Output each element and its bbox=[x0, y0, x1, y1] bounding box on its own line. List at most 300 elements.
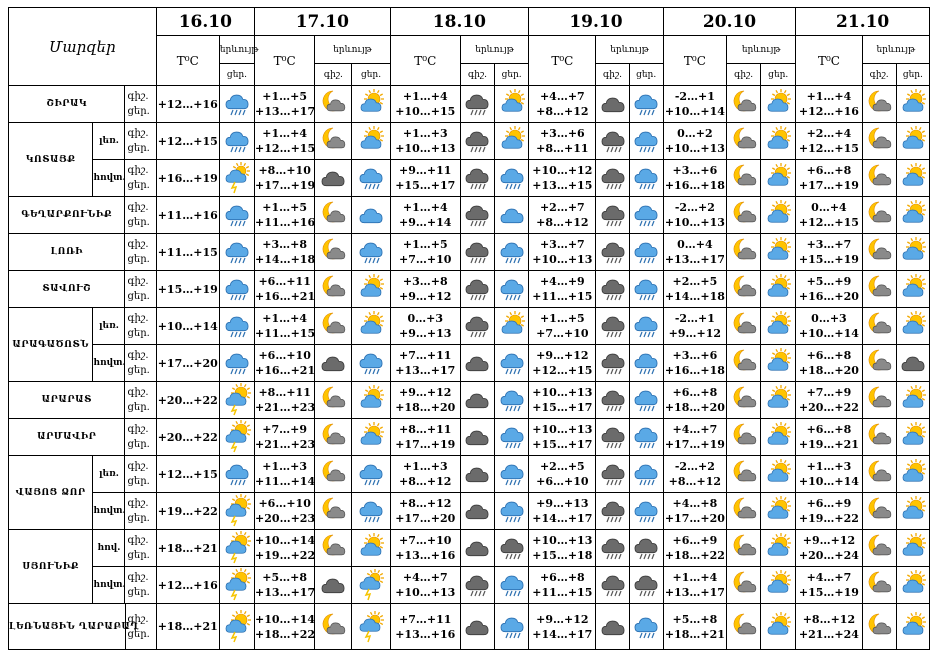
sun-behind-cloud-icon bbox=[352, 308, 390, 345]
moon-behind-cloud-icon bbox=[315, 530, 352, 567]
rain-cloud-icon bbox=[352, 345, 390, 382]
rain-cloud-icon bbox=[629, 493, 663, 530]
region-name: ԳԵՂԱՐՔՈՒՆԻՔ bbox=[9, 197, 125, 234]
period-label: գիշ. ցեր. bbox=[125, 86, 156, 123]
temperature-cell: +10…+13 +15…+17 bbox=[529, 382, 596, 419]
moon-behind-cloud-icon bbox=[862, 382, 896, 419]
sun-behind-cloud-icon bbox=[761, 197, 796, 234]
sun-behind-cloud-icon bbox=[761, 234, 796, 271]
temperature-cell: -2…+2 +10…+13 bbox=[663, 197, 726, 234]
blue-cloud-icon bbox=[352, 197, 390, 234]
zone-label: հովտ. bbox=[93, 567, 125, 604]
region-name: ԼՈՌԻ bbox=[9, 234, 125, 271]
period-label: գիշ. ցեր. bbox=[125, 604, 156, 650]
sun-behind-cloud-icon bbox=[352, 271, 390, 308]
sun-cloud-rain-icon bbox=[219, 493, 254, 530]
table-row bbox=[9, 86, 930, 123]
region-name: ԼԵՌՆԱՅԻՆ ՂԱՐԱԲԱՂ bbox=[9, 604, 126, 650]
temperature-cell: +3…+6 +8…+11 bbox=[529, 123, 596, 160]
temperature-cell: +6…+8 +11…+15 bbox=[529, 567, 596, 604]
day-header: ցեր. bbox=[761, 64, 796, 86]
moon-behind-cloud-icon bbox=[727, 345, 761, 382]
grey-rain-cloud-icon bbox=[596, 308, 629, 345]
temperature-cell: +6…+11 +16…+21 bbox=[255, 271, 315, 308]
period-label: գիշ. ցեր. bbox=[125, 382, 156, 419]
rain-cloud-icon bbox=[495, 419, 529, 456]
temperature-cell: 0…+4 +12…+15 bbox=[796, 197, 862, 234]
sun-cloud-rain-icon bbox=[219, 530, 254, 567]
table-row bbox=[9, 456, 930, 493]
temperature-cell: +9…+12 +20…+24 bbox=[796, 530, 862, 567]
region-name: ՎԱՅՈՑ ՁՈՐ bbox=[9, 456, 93, 530]
period-label: գիշ. ցեր. bbox=[125, 456, 156, 493]
sun-behind-cloud-icon bbox=[896, 271, 929, 308]
moon-behind-cloud-icon bbox=[727, 86, 761, 123]
temperature-cell: -2…+1 +10…+14 bbox=[663, 86, 726, 123]
sun-behind-cloud-icon bbox=[761, 456, 796, 493]
temperature-cell: +1…+4 +11…+15 bbox=[255, 308, 315, 345]
moon-behind-cloud-icon bbox=[315, 234, 352, 271]
moon-behind-cloud-icon bbox=[862, 197, 896, 234]
night-header: գիշ. bbox=[460, 64, 494, 86]
temperature-cell: +11…+16 bbox=[156, 197, 219, 234]
moon-behind-cloud-icon bbox=[862, 160, 896, 197]
temperature-cell: +6…+10 +20…+23 bbox=[255, 493, 315, 530]
rain-cloud-icon bbox=[495, 271, 529, 308]
temperature-cell: +3…+8 +14…+18 bbox=[255, 234, 315, 271]
temperature-cell: +6…+8 +18…+20 bbox=[663, 382, 726, 419]
grey-rain-cloud-icon bbox=[596, 271, 629, 308]
rain-cloud-icon bbox=[629, 160, 663, 197]
temperature-cell: +3…+7 +15…+19 bbox=[796, 234, 862, 271]
moon-behind-cloud-icon bbox=[862, 604, 896, 650]
date-header: 18.10 bbox=[390, 8, 529, 36]
temperature-cell: +1…+4 +9…+14 bbox=[390, 197, 460, 234]
region-name: ԱՐԱԳԱԾՈՏՆ bbox=[9, 308, 93, 382]
table-row bbox=[9, 234, 930, 271]
temperature-cell: 0…+3 +9…+13 bbox=[390, 308, 460, 345]
rain-cloud-icon bbox=[629, 271, 663, 308]
sun-behind-cloud-icon bbox=[896, 234, 929, 271]
period-label: գիշ. ցեր. bbox=[125, 308, 156, 345]
sun-behind-cloud-icon bbox=[896, 123, 929, 160]
temperature-cell: +1…+4 +12…+16 bbox=[796, 86, 862, 123]
temperature-cell: +1…+4 +12…+15 bbox=[255, 123, 315, 160]
table-row bbox=[9, 308, 930, 345]
weather-header: երևույթ bbox=[596, 36, 663, 64]
overcast-cloud-icon bbox=[315, 160, 352, 197]
moon-behind-cloud-icon bbox=[315, 604, 352, 650]
temperature-cell: +9…+13 +14…+17 bbox=[529, 493, 596, 530]
night-header: գիշ. bbox=[315, 64, 352, 86]
temperature-cell: +9…+12 +12…+15 bbox=[529, 345, 596, 382]
temperature-cell: +6…+8 +17…+19 bbox=[796, 160, 862, 197]
region-name: ԿՈՏԱՅՔ bbox=[9, 123, 93, 197]
temperature-cell: +18…+21 bbox=[156, 530, 219, 567]
overcast-cloud-icon bbox=[315, 567, 352, 604]
temp-header: T⁰C bbox=[663, 36, 726, 86]
temperature-cell: +12…+15 bbox=[156, 123, 219, 160]
temp-header: T⁰C bbox=[390, 36, 460, 86]
moon-behind-cloud-icon bbox=[315, 197, 352, 234]
moon-behind-cloud-icon bbox=[862, 345, 896, 382]
temp-header: T⁰C bbox=[529, 36, 596, 86]
temperature-cell: +10…+14 +19…+22 bbox=[255, 530, 315, 567]
temperature-cell: +1…+5 +13…+17 bbox=[255, 86, 315, 123]
rain-cloud-icon bbox=[629, 234, 663, 271]
rain-cloud-icon bbox=[219, 271, 254, 308]
moon-behind-cloud-icon bbox=[727, 234, 761, 271]
sun-behind-cloud-icon bbox=[352, 123, 390, 160]
moon-behind-cloud-icon bbox=[727, 271, 761, 308]
sun-behind-cloud-icon bbox=[352, 530, 390, 567]
grey-rain-cloud-icon bbox=[460, 271, 494, 308]
temperature-cell: +8…+11 +21…+23 bbox=[255, 382, 315, 419]
table-row bbox=[9, 567, 930, 604]
sun-behind-cloud-icon bbox=[761, 382, 796, 419]
temperature-cell: +18…+21 bbox=[156, 604, 219, 650]
moon-behind-cloud-icon bbox=[727, 160, 761, 197]
temperature-cell: +7…+9 +21…+23 bbox=[255, 419, 315, 456]
grey-rain-cloud-icon bbox=[629, 530, 663, 567]
moon-behind-cloud-icon bbox=[862, 308, 896, 345]
sun-behind-cloud-icon bbox=[495, 123, 529, 160]
zone-label: հով. bbox=[93, 530, 125, 567]
overcast-cloud-icon bbox=[460, 530, 494, 567]
moon-behind-cloud-icon bbox=[862, 419, 896, 456]
temperature-cell: +8…+12 +17…+20 bbox=[390, 493, 460, 530]
sun-behind-cloud-icon bbox=[352, 86, 390, 123]
table-row bbox=[9, 271, 930, 308]
rain-cloud-icon bbox=[352, 493, 390, 530]
rain-cloud-icon bbox=[629, 86, 663, 123]
sun-behind-cloud-icon bbox=[896, 530, 929, 567]
sun-behind-cloud-icon bbox=[896, 567, 929, 604]
table-row bbox=[9, 160, 930, 197]
grey-rain-cloud-icon bbox=[596, 160, 629, 197]
moon-behind-cloud-icon bbox=[862, 456, 896, 493]
temperature-cell: +9…+12 +14…+17 bbox=[529, 604, 596, 650]
grey-rain-cloud-icon bbox=[460, 308, 494, 345]
thunderstorm-icon bbox=[219, 160, 254, 197]
rain-cloud-icon bbox=[219, 123, 254, 160]
temperature-cell: +3…+6 +16…+18 bbox=[663, 345, 726, 382]
temperature-cell: -2…+1 +9…+12 bbox=[663, 308, 726, 345]
table-row bbox=[9, 345, 930, 382]
temperature-cell: +6…+9 +18…+22 bbox=[663, 530, 726, 567]
moon-behind-cloud-icon bbox=[727, 530, 761, 567]
sun-behind-cloud-icon bbox=[761, 86, 796, 123]
rain-cloud-icon bbox=[219, 308, 254, 345]
rain-cloud-icon bbox=[495, 160, 529, 197]
moon-behind-cloud-icon bbox=[315, 123, 352, 160]
temperature-cell: +12…+16 bbox=[156, 86, 219, 123]
grey-rain-cloud-icon bbox=[596, 567, 629, 604]
rain-cloud-icon bbox=[219, 86, 254, 123]
period-label: գիշ. ցեր. bbox=[125, 530, 156, 567]
temperature-cell: +10…+13 +15…+17 bbox=[529, 419, 596, 456]
temperature-cell: +20…+22 bbox=[156, 419, 219, 456]
night-header: գիշ. bbox=[727, 64, 761, 86]
sun-behind-cloud-icon bbox=[896, 197, 929, 234]
moon-behind-cloud-icon bbox=[315, 419, 352, 456]
temperature-cell: +3…+8 +9…+12 bbox=[390, 271, 460, 308]
period-label: գիշ. ցեր. bbox=[125, 197, 156, 234]
overcast-cloud-icon bbox=[596, 604, 629, 650]
rain-cloud-icon bbox=[629, 382, 663, 419]
temp-header: T⁰C bbox=[796, 36, 862, 86]
moon-behind-cloud-icon bbox=[727, 419, 761, 456]
period-label: գիշ. ցեր. bbox=[125, 567, 156, 604]
grey-rain-cloud-icon bbox=[596, 345, 629, 382]
rain-cloud-icon bbox=[495, 604, 529, 650]
rain-cloud-icon bbox=[629, 604, 663, 650]
weather-header: երևույթ bbox=[727, 36, 796, 64]
blue-cloud-icon bbox=[495, 197, 529, 234]
period-label: գիշ. ցեր. bbox=[125, 419, 156, 456]
temperature-cell: +5…+8 +18…+21 bbox=[663, 604, 726, 650]
night-header: գիշ. bbox=[596, 64, 629, 86]
sun-behind-cloud-icon bbox=[761, 271, 796, 308]
rain-cloud-icon bbox=[495, 382, 529, 419]
moon-behind-cloud-icon bbox=[315, 493, 352, 530]
temperature-cell: -2…+2 +8…+12 bbox=[663, 456, 726, 493]
temperature-cell: +6…+8 +18…+20 bbox=[796, 345, 862, 382]
rain-cloud-icon bbox=[629, 197, 663, 234]
temperature-cell: 0…+4 +13…+17 bbox=[663, 234, 726, 271]
overcast-cloud-icon bbox=[460, 456, 494, 493]
thunderstorm-icon bbox=[352, 567, 390, 604]
temperature-cell: +1…+4 +10…+15 bbox=[390, 86, 460, 123]
temperature-cell: +15…+19 bbox=[156, 271, 219, 308]
table-row bbox=[9, 419, 930, 456]
temperature-cell: +12…+16 bbox=[156, 567, 219, 604]
sun-behind-cloud-icon bbox=[495, 86, 529, 123]
rain-cloud-icon bbox=[629, 456, 663, 493]
temperature-cell: +3…+6 +16…+18 bbox=[663, 160, 726, 197]
rain-cloud-icon bbox=[219, 456, 254, 493]
moon-behind-cloud-icon bbox=[862, 123, 896, 160]
grey-rain-cloud-icon bbox=[460, 123, 494, 160]
temperature-cell: +11…+15 bbox=[156, 234, 219, 271]
temperature-cell: +6…+8 +19…+21 bbox=[796, 419, 862, 456]
temperature-cell: +1…+5 +11…+16 bbox=[255, 197, 315, 234]
temperature-cell: +10…+14 bbox=[156, 308, 219, 345]
temperature-cell: +2…+5 +14…+18 bbox=[663, 271, 726, 308]
rain-cloud-icon bbox=[629, 345, 663, 382]
grey-rain-cloud-icon bbox=[596, 234, 629, 271]
sun-behind-cloud-icon bbox=[896, 382, 929, 419]
sun-behind-cloud-icon bbox=[761, 345, 796, 382]
temperature-cell: +9…+11 +15…+17 bbox=[390, 160, 460, 197]
thunderstorm-icon bbox=[352, 604, 390, 650]
moon-behind-cloud-icon bbox=[862, 493, 896, 530]
temperature-cell: +20…+22 bbox=[156, 382, 219, 419]
temperature-cell: +2…+4 +12…+15 bbox=[796, 123, 862, 160]
temperature-cell: +4…+7 +17…+19 bbox=[663, 419, 726, 456]
temperature-cell: +16…+19 bbox=[156, 160, 219, 197]
rain-cloud-icon bbox=[495, 567, 529, 604]
temperature-cell: +7…+11 +13…+16 bbox=[390, 604, 460, 650]
temperature-cell: +7…+11 +13…+17 bbox=[390, 345, 460, 382]
rain-cloud-icon bbox=[495, 493, 529, 530]
region-name: ՏԱՎՈՒՇ bbox=[9, 271, 125, 308]
moon-behind-cloud-icon bbox=[862, 86, 896, 123]
sun-behind-cloud-icon bbox=[352, 382, 390, 419]
date-header: 19.10 bbox=[529, 8, 664, 36]
weather-header: երևույթ bbox=[862, 36, 929, 64]
zone-label: լեռ. bbox=[93, 456, 125, 493]
night-header: գիշ. bbox=[862, 64, 896, 86]
grey-rain-cloud-icon bbox=[596, 123, 629, 160]
rain-cloud-icon bbox=[219, 197, 254, 234]
rain-cloud-icon bbox=[495, 345, 529, 382]
moon-behind-cloud-icon bbox=[862, 271, 896, 308]
temperature-cell: +10…+12 +13…+15 bbox=[529, 160, 596, 197]
temperature-cell: +4…+7 +8…+12 bbox=[529, 86, 596, 123]
temperature-cell: +6…+10 +16…+21 bbox=[255, 345, 315, 382]
temperature-cell: 0…+2 +10…+13 bbox=[663, 123, 726, 160]
overcast-cloud-icon bbox=[896, 345, 929, 382]
rain-cloud-icon bbox=[219, 345, 254, 382]
temperature-cell: +3…+7 +10…+13 bbox=[529, 234, 596, 271]
sun-cloud-rain-icon bbox=[219, 382, 254, 419]
moon-behind-cloud-icon bbox=[315, 456, 352, 493]
grey-rain-cloud-icon bbox=[596, 456, 629, 493]
temperature-cell: +4…+7 +15…+19 bbox=[796, 567, 862, 604]
temperature-cell: +10…+14 +18…+22 bbox=[255, 604, 315, 650]
table-row bbox=[9, 382, 930, 419]
sun-behind-cloud-icon bbox=[761, 530, 796, 567]
zone-label: հովտ. bbox=[93, 160, 125, 197]
temperature-cell: +1…+5 +7…+10 bbox=[529, 308, 596, 345]
weather-header: երևույթ bbox=[315, 36, 390, 64]
moon-behind-cloud-icon bbox=[727, 567, 761, 604]
rain-cloud-icon bbox=[495, 456, 529, 493]
period-label: գիշ. ցեր. bbox=[125, 160, 156, 197]
moon-behind-cloud-icon bbox=[315, 308, 352, 345]
temperature-cell: +1…+3 +10…+14 bbox=[796, 456, 862, 493]
sun-behind-cloud-icon bbox=[761, 567, 796, 604]
temperature-cell: +19…+22 bbox=[156, 493, 219, 530]
temperature-cell: +1…+3 +11…+14 bbox=[255, 456, 315, 493]
sun-behind-cloud-icon bbox=[761, 493, 796, 530]
table-row bbox=[9, 604, 930, 650]
grey-rain-cloud-icon bbox=[460, 197, 494, 234]
date-header: 17.10 bbox=[255, 8, 391, 36]
region-name: ՇԻՐԱԿ bbox=[9, 86, 125, 123]
table-title: Մարզեր bbox=[9, 8, 157, 86]
rain-cloud-icon bbox=[629, 123, 663, 160]
region-name: ՍՅՈՒՆԻՔ bbox=[9, 530, 93, 604]
sun-behind-cloud-icon bbox=[896, 160, 929, 197]
karabakh-table bbox=[8, 603, 930, 650]
temperature-cell: +5…+9 +16…+20 bbox=[796, 271, 862, 308]
sun-cloud-rain-icon bbox=[219, 604, 254, 650]
moon-behind-cloud-icon bbox=[727, 604, 761, 650]
overcast-cloud-icon bbox=[460, 345, 494, 382]
table-row bbox=[9, 123, 930, 160]
period-label: գիշ. ցեր. bbox=[125, 345, 156, 382]
date-header: 20.10 bbox=[663, 8, 796, 36]
rain-cloud-icon bbox=[352, 160, 390, 197]
temperature-cell: +2…+7 +8…+12 bbox=[529, 197, 596, 234]
sun-behind-cloud-icon bbox=[761, 123, 796, 160]
table-row bbox=[9, 530, 930, 567]
temperature-cell: +17…+20 bbox=[156, 345, 219, 382]
temperature-cell: +6…+9 +19…+22 bbox=[796, 493, 862, 530]
temperature-cell: +8…+11 +17…+19 bbox=[390, 419, 460, 456]
temperature-cell: +9…+12 +18…+20 bbox=[390, 382, 460, 419]
sun-behind-cloud-icon bbox=[352, 419, 390, 456]
grey-rain-cloud-icon bbox=[596, 530, 629, 567]
sun-behind-cloud-icon bbox=[761, 160, 796, 197]
moon-behind-cloud-icon bbox=[727, 308, 761, 345]
temperature-cell: +2…+5 +6…+10 bbox=[529, 456, 596, 493]
moon-behind-cloud-icon bbox=[727, 123, 761, 160]
temperature-cell: 0…+3 +10…+14 bbox=[796, 308, 862, 345]
sun-behind-cloud-icon bbox=[761, 419, 796, 456]
sun-behind-cloud-icon bbox=[896, 493, 929, 530]
table-row bbox=[9, 493, 930, 530]
overcast-cloud-icon bbox=[460, 604, 494, 650]
sun-behind-cloud-icon bbox=[896, 456, 929, 493]
sun-behind-cloud-icon bbox=[896, 86, 929, 123]
temp-header: T⁰C bbox=[156, 36, 219, 86]
moon-behind-cloud-icon bbox=[862, 567, 896, 604]
sun-cloud-rain-icon bbox=[219, 567, 254, 604]
grey-rain-cloud-icon bbox=[495, 530, 529, 567]
sun-behind-cloud-icon bbox=[896, 604, 929, 650]
grey-rain-cloud-icon bbox=[596, 419, 629, 456]
overcast-cloud-icon bbox=[315, 345, 352, 382]
moon-behind-cloud-icon bbox=[315, 86, 352, 123]
temperature-cell: +1…+5 +7…+10 bbox=[390, 234, 460, 271]
rain-cloud-icon bbox=[629, 419, 663, 456]
temperature-cell: +1…+3 +8…+12 bbox=[390, 456, 460, 493]
temperature-cell: +8…+12 +21…+24 bbox=[796, 604, 862, 650]
temp-header: T⁰C bbox=[255, 36, 315, 86]
period-label: գիշ. ցեր. bbox=[125, 123, 156, 160]
moon-behind-cloud-icon bbox=[315, 382, 352, 419]
weather-header: երևույթ bbox=[219, 36, 254, 64]
moon-behind-cloud-icon bbox=[727, 382, 761, 419]
day-header: ցեր. bbox=[629, 64, 663, 86]
temperature-cell: +7…+10 +13…+16 bbox=[390, 530, 460, 567]
forecast-table bbox=[8, 7, 930, 604]
moon-behind-cloud-icon bbox=[727, 493, 761, 530]
grey-rain-cloud-icon bbox=[629, 567, 663, 604]
overcast-cloud-icon bbox=[596, 86, 629, 123]
moon-behind-cloud-icon bbox=[727, 197, 761, 234]
date-header: 16.10 bbox=[156, 8, 254, 36]
period-label: գիշ. ցեր. bbox=[125, 271, 156, 308]
temperature-cell: +10…+13 +15…+18 bbox=[529, 530, 596, 567]
sun-behind-cloud-icon bbox=[896, 308, 929, 345]
day-header: ցեր. bbox=[219, 64, 254, 86]
grey-rain-cloud-icon bbox=[596, 493, 629, 530]
rain-cloud-icon bbox=[495, 234, 529, 271]
temperature-cell: +4…+8 +17…+20 bbox=[663, 493, 726, 530]
zone-label: հովտ. bbox=[93, 493, 125, 530]
period-label: գիշ. ցեր. bbox=[125, 234, 156, 271]
zone-label: հովտ. bbox=[93, 345, 125, 382]
grey-rain-cloud-icon bbox=[596, 382, 629, 419]
moon-behind-cloud-icon bbox=[315, 271, 352, 308]
zone-label: լեռ. bbox=[93, 308, 125, 345]
date-header: 21.10 bbox=[796, 8, 930, 36]
grey-rain-cloud-icon bbox=[460, 234, 494, 271]
